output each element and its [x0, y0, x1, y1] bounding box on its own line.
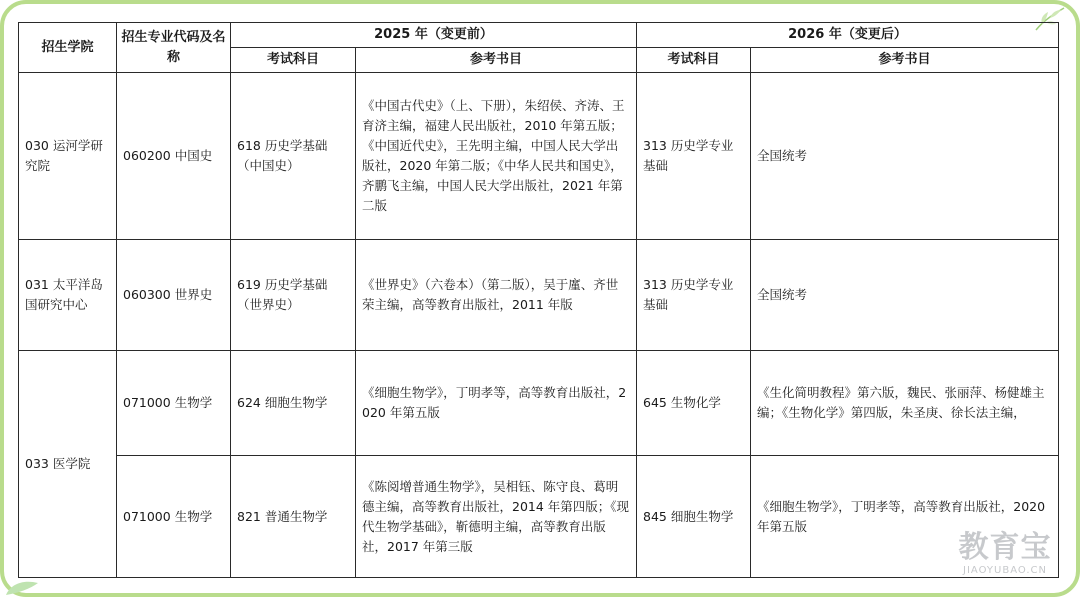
cell-major: 071000 生物学	[117, 351, 231, 456]
cell-books-2026: 全国统考	[751, 240, 1059, 351]
cell-college: 030 运河学研究院	[19, 73, 117, 240]
cell-exam-2025: 618 历史学基础（中国史）	[231, 73, 356, 240]
table-row	[19, 456, 1059, 578]
header-major: 招生专业代码及名称	[117, 23, 231, 73]
cell-exam-2025: 619 历史学基础（世界史）	[231, 240, 356, 351]
header-college: 招生学院	[19, 23, 117, 73]
header-row-top	[19, 23, 1059, 48]
cell-books-2025: 《陈阅增普通生物学》，吴相钰、陈守良、葛明德主编，高等教育出版社，2014 年第四版；《现代生物学基础》，靳德明主编，高等教育出版社，2017 年第三版	[356, 456, 637, 578]
header-year-2025: 2025 年（变更前）	[231, 23, 637, 48]
admission-changes-table	[18, 22, 1059, 578]
cell-exam-2025: 821 普通生物学	[231, 456, 356, 578]
cell-exam-2026: 845 细胞生物学	[637, 456, 751, 578]
header-year-2026: 2026 年（变更后）	[637, 23, 1059, 48]
cell-books-2025: 《中国古代史》（上、下册），朱绍侯、齐涛、王育济主编，福建人民出版社，2010 年第五版；《中国近代史》，王先明主编，中国人民大学出版社，2020 年第二版；《中华人民共和国史》，齐鹏飞主编，中国人民大学出版社，2021 年第二版	[356, 73, 637, 240]
table-row	[19, 73, 1059, 240]
cell-exam-2026: 313 历史学专业基础	[637, 240, 751, 351]
header-exam-subject-2026: 考试科目	[637, 48, 751, 73]
table-row	[19, 240, 1059, 351]
header-exam-subject-2025: 考试科目	[231, 48, 356, 73]
cell-major: 060300 世界史	[117, 240, 231, 351]
cell-books-2025: 《细胞生物学》，丁明孝等，高等教育出版社，2020 年第五版	[356, 351, 637, 456]
cell-major: 071000 生物学	[117, 456, 231, 578]
leaf-decoration-icon	[4, 577, 42, 595]
cell-college: 033 医学院	[19, 351, 117, 578]
table-row	[19, 351, 1059, 456]
watermark-domain: JIAOYUBAO.CN	[963, 565, 1047, 576]
cell-major: 060200 中国史	[117, 73, 231, 240]
cell-books-2026: 《细胞生物学》，丁明孝等，高等教育出版社，2020 年第五版	[751, 456, 1059, 578]
header-reference-books-2025: 参考书目	[356, 48, 637, 73]
site-watermark	[946, 531, 1064, 583]
watermark-logo-text: 教育宝	[958, 530, 1052, 565]
header-reference-books-2026: 参考书目	[751, 48, 1059, 73]
cell-exam-2026: 313 历史学专业基础	[637, 73, 751, 240]
cell-exam-2026: 645 生物化学	[637, 351, 751, 456]
cell-college: 031 太平洋岛国研究中心	[19, 240, 117, 351]
cell-exam-2025: 624 细胞生物学	[231, 351, 356, 456]
cell-books-2025: 《世界史》（六卷本）（第二版），吴于廑、齐世荣主编，高等教育出版社，2011 年版	[356, 240, 637, 351]
cell-books-2026: 全国统考	[751, 73, 1059, 240]
cell-books-2026: 《生化简明教程》第六版，魏民、张丽萍、杨健雄主编；《生物化学》第四版，朱圣庚、徐长法主编，	[751, 351, 1059, 456]
